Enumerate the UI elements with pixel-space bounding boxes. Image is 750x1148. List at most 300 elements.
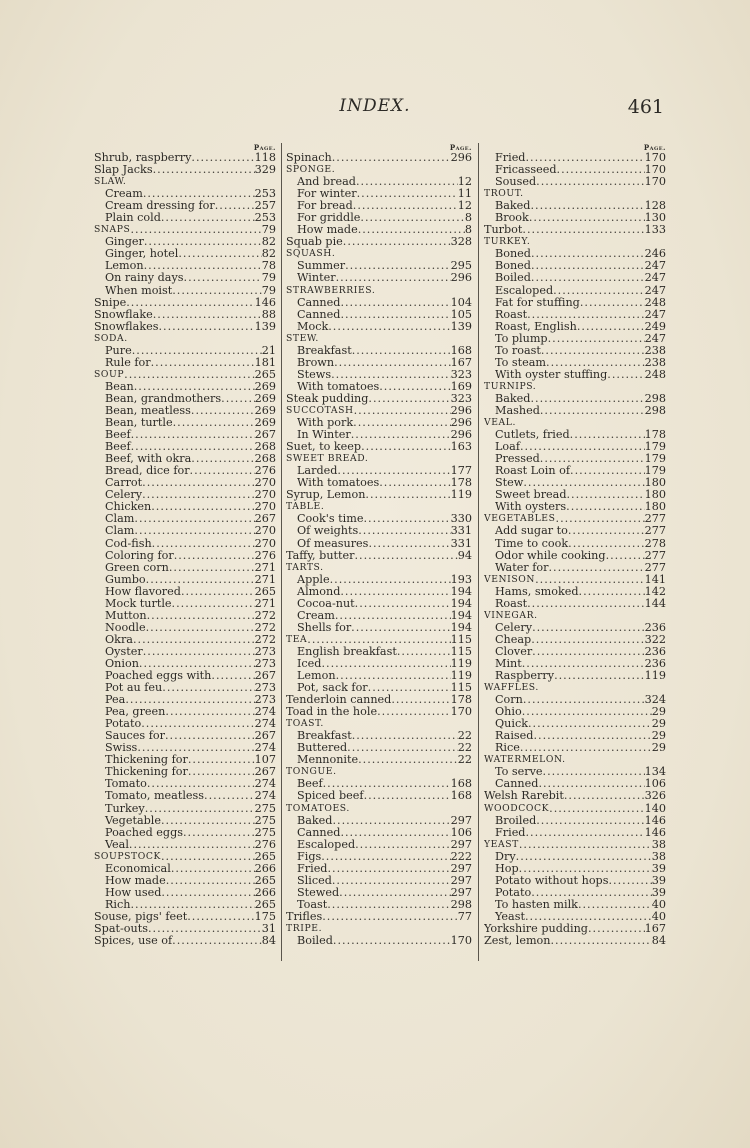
index-entry [94, 465, 276, 477]
dot-leader [355, 598, 451, 610]
dot-leader [519, 839, 652, 851]
dot-leader [529, 212, 645, 224]
dot-leader [158, 321, 254, 333]
index-entry [484, 887, 666, 899]
entry-term: Tomato [105, 778, 147, 791]
entry-term: Stews [297, 368, 332, 381]
dot-leader [142, 489, 255, 501]
index-entry [484, 562, 666, 574]
entry-term: Snipe [94, 296, 127, 309]
dot-leader [134, 513, 254, 525]
entry-page-number: 222 [450, 850, 472, 863]
entry-term: SPONGE. [286, 164, 336, 176]
entry-term: For winter [297, 188, 357, 201]
entry-page-number: 277 [644, 513, 666, 526]
dot-leader [340, 297, 450, 309]
index-entry [484, 345, 666, 357]
entry-page-number: 170 [450, 935, 472, 948]
index-entry [484, 164, 666, 176]
dot-leader [345, 260, 451, 272]
dot-leader [132, 345, 262, 357]
dot-leader [126, 176, 276, 188]
entry-term: Beef [105, 441, 131, 454]
entry-page-number: 265 [254, 850, 276, 863]
index-heading [484, 682, 666, 694]
dot-leader [525, 911, 652, 923]
index-entry [484, 321, 666, 333]
entry-page-number: 265 [254, 898, 276, 911]
index-entry [94, 875, 276, 887]
entry-term: To steam [495, 356, 547, 369]
entry-term: Mashed [495, 404, 540, 417]
index-entry [94, 682, 276, 694]
entry-page-number: 273 [254, 657, 276, 670]
index-heading [484, 417, 666, 429]
index-entry [286, 694, 472, 706]
index-heading [286, 405, 472, 417]
index-entry [94, 718, 276, 730]
dot-leader [540, 405, 645, 417]
entry-term: TEA [286, 633, 308, 645]
dot-leader [536, 815, 644, 827]
index-entry [94, 489, 276, 501]
dot-leader [350, 803, 472, 815]
entry-term: Boned [495, 248, 531, 261]
dot-leader [368, 453, 472, 465]
entry-term: Brown [297, 356, 335, 369]
entry-page-number: 119 [450, 657, 472, 670]
entry-page-number: 79 [261, 224, 276, 237]
dot-leader [129, 839, 255, 851]
entry-term: Syrup, Lemon [286, 489, 366, 502]
entry-page-number: 40 [651, 898, 666, 911]
page-column-label: Page. [643, 143, 666, 152]
entry-term: Yorkshire pudding [484, 923, 588, 935]
entry-page-number: 268 [254, 453, 276, 466]
entry-term: Pea, green [105, 706, 166, 719]
dot-leader [525, 152, 644, 164]
dot-leader [577, 321, 645, 333]
entry-term: Beef, with okra [105, 453, 192, 466]
entry-term: Fried [297, 862, 328, 875]
entry-term: Apple [297, 573, 330, 586]
dot-leader [352, 345, 451, 357]
index-heading [286, 333, 472, 345]
index-heading [286, 164, 472, 176]
entry-term: Rule for [105, 356, 151, 369]
entry-page-number: 257 [254, 200, 276, 213]
entry-term: To serve [495, 766, 543, 779]
entry-term: Snowflakes [94, 320, 159, 333]
index-entry [484, 598, 666, 610]
entry-page-number: 236 [644, 645, 666, 658]
page-number: 461 [627, 96, 664, 118]
dot-leader [321, 658, 450, 670]
index-heading [286, 718, 472, 730]
entry-page-number: 276 [254, 549, 276, 562]
dot-leader [335, 248, 472, 260]
dot-leader [531, 634, 644, 646]
index-heading [94, 851, 276, 863]
entry-page-number: 277 [644, 561, 666, 574]
entry-term: Add sugar to [495, 525, 568, 538]
dot-leader [358, 754, 458, 766]
dot-leader [171, 863, 255, 875]
index-entry [484, 260, 666, 272]
dot-leader [141, 718, 254, 730]
entry-term: TROUT. [484, 188, 524, 200]
entry-term: Potato without hops [495, 874, 609, 887]
entry-page-number: 297 [450, 838, 472, 851]
dot-leader [153, 309, 262, 321]
index-entry [94, 393, 276, 405]
index-heading [484, 188, 666, 200]
entry-page-number: 105 [450, 308, 472, 321]
index-entry [484, 658, 666, 670]
index-entry [94, 730, 276, 742]
entry-page-number: 167 [450, 356, 472, 369]
dot-leader [564, 790, 645, 802]
index-entry [484, 405, 666, 417]
index-entry [286, 586, 472, 598]
entry-page-number: 295 [450, 260, 472, 273]
index-entry [286, 309, 472, 321]
dot-leader [336, 670, 451, 682]
index-entry [484, 815, 666, 827]
dot-leader [335, 164, 472, 176]
index-entry [94, 622, 276, 634]
dot-leader [520, 742, 652, 754]
entry-page-number: 146 [644, 826, 666, 839]
entry-page-number: 267 [254, 730, 276, 743]
entry-page-number: 194 [450, 621, 472, 634]
entry-page-number: 236 [644, 621, 666, 634]
index-column-1 [94, 143, 276, 947]
dot-leader [337, 465, 450, 477]
dot-leader [340, 586, 450, 598]
index-entry [286, 525, 472, 537]
dot-leader [337, 766, 472, 778]
entry-term: Clam [105, 525, 135, 538]
dot-leader [332, 152, 451, 164]
entry-page-number: 274 [254, 742, 276, 755]
dot-leader [181, 586, 255, 598]
entry-term: YEAST [484, 838, 519, 850]
dot-leader [353, 417, 450, 429]
dot-leader [531, 260, 645, 272]
index-entry [484, 827, 666, 839]
index-entry [286, 429, 472, 441]
dot-leader [391, 694, 450, 706]
entry-term: Veal [105, 838, 129, 851]
dot-leader [339, 887, 451, 899]
index-entry [94, 513, 276, 525]
dot-leader [331, 369, 451, 381]
index-entry [286, 345, 472, 357]
index-entry [484, 212, 666, 224]
entry-page-number: 271 [254, 597, 276, 610]
dot-leader [377, 706, 451, 718]
index-entry [484, 453, 666, 465]
entry-term: Mennonite [297, 754, 359, 767]
entry-term: Mock turtle [105, 597, 172, 610]
entry-term: To hasten milk [495, 898, 578, 911]
index-entry [484, 935, 666, 947]
entry-term: SWEET BREAD. [286, 453, 369, 465]
dot-leader [347, 742, 458, 754]
index-entry [94, 899, 276, 911]
entry-term: On rainy days [105, 272, 184, 285]
index-entry [484, 152, 666, 164]
dot-leader [351, 429, 451, 441]
entry-term: Shrub, raspberry [94, 152, 192, 164]
entry-term: Swiss [105, 742, 138, 755]
entry-term: Brook [495, 212, 529, 225]
dot-leader [146, 622, 255, 634]
entry-term: SLAW. [94, 176, 127, 188]
dot-leader [324, 562, 472, 574]
index-heading [286, 453, 472, 465]
index-entry [94, 405, 276, 417]
entry-term: Canned [297, 826, 341, 839]
dot-leader [332, 875, 451, 887]
dot-leader [531, 272, 645, 284]
entry-term: Fried [495, 826, 526, 839]
index-entry [94, 694, 276, 706]
dot-leader [125, 694, 254, 706]
index-entry [286, 911, 472, 923]
dot-leader [530, 236, 666, 248]
entry-term: Cheap [495, 633, 532, 646]
index-heading [94, 224, 276, 236]
index-entry [94, 658, 276, 670]
index-entry [286, 188, 472, 200]
entry-term: Broiled [495, 814, 537, 827]
entry-page-number: 266 [254, 886, 276, 899]
index-heading [484, 610, 666, 622]
index-entry [94, 935, 276, 947]
entry-term: WAFFLES. [484, 682, 539, 694]
entry-term: Of weights [297, 525, 359, 538]
entry-page-number: 274 [254, 778, 276, 791]
entry-page-number: 115 [450, 633, 472, 646]
entry-term: Sauces for [105, 730, 165, 743]
dot-leader [333, 935, 451, 947]
index-entry [94, 586, 276, 598]
entry-term: Thickening for [105, 766, 188, 779]
entry-term: Chicken [105, 501, 152, 514]
entry-page-number: 269 [254, 380, 276, 393]
entry-term: Roast Loin of [495, 465, 571, 478]
index-entry [286, 212, 472, 224]
dot-leader [531, 248, 645, 260]
entry-term: Cutlets, fried [495, 429, 570, 442]
entry-term: SQUASH. [286, 248, 336, 260]
index-entry [94, 441, 276, 453]
index-entry [484, 778, 666, 790]
dot-leader [183, 827, 255, 839]
index-entry [484, 333, 666, 345]
dot-leader [522, 706, 652, 718]
dot-leader [379, 477, 450, 489]
entry-page-number: 194 [450, 597, 472, 610]
dot-leader [553, 285, 645, 297]
entry-term: Hop [495, 862, 519, 875]
dot-leader [324, 718, 472, 730]
entry-page-number: 82 [261, 248, 276, 261]
entry-page-number: 8 [464, 224, 472, 237]
entry-page-number: 29 [651, 718, 666, 731]
entry-term: Tenderloin canned [286, 694, 392, 707]
dot-leader [539, 682, 666, 694]
entry-term: In Winter [297, 429, 351, 442]
dot-leader [607, 369, 644, 381]
entry-term: Roast, English [495, 320, 577, 333]
index-entry [94, 429, 276, 441]
entry-term: Almond [297, 585, 341, 598]
entry-term: Fricasseed [495, 164, 557, 177]
dot-leader [533, 730, 651, 742]
index-entry [484, 369, 666, 381]
entry-term: Spices, use of [94, 935, 173, 948]
index-entry [94, 634, 276, 646]
entry-page-number: 297 [450, 862, 472, 875]
entry-page-number: 119 [644, 670, 666, 683]
dot-leader [546, 357, 645, 369]
dot-leader [327, 863, 450, 875]
entry-page-number: 84 [261, 935, 276, 948]
entry-term: Stewed [297, 886, 340, 899]
index-column-2 [286, 143, 472, 947]
dot-leader [566, 754, 666, 766]
dot-leader [319, 333, 472, 345]
index-entry [484, 525, 666, 537]
index-entry [94, 309, 276, 321]
entry-term: With oyster stuffing [495, 368, 608, 381]
entry-page-number: 297 [450, 874, 472, 887]
entry-page-number: 168 [450, 790, 472, 803]
entry-page-number: 118 [254, 152, 276, 164]
dot-leader [147, 610, 255, 622]
entry-term: Lemon [297, 670, 336, 683]
dot-leader [173, 417, 255, 429]
entry-page-number: 247 [644, 272, 666, 285]
index-heading [94, 369, 276, 381]
index-entry [94, 381, 276, 393]
dot-leader [540, 453, 645, 465]
dot-leader [356, 176, 458, 188]
dot-leader [538, 778, 644, 790]
index-entry [286, 477, 472, 489]
entry-term: Beef [297, 778, 323, 791]
dot-leader [535, 574, 645, 586]
entry-page-number: 130 [644, 212, 666, 225]
dot-leader [566, 501, 645, 513]
dot-leader [330, 574, 451, 586]
dot-leader [322, 911, 458, 923]
index-entry [94, 706, 276, 718]
dot-leader [151, 357, 255, 369]
entry-page-number: 193 [450, 573, 472, 586]
dot-leader [368, 682, 451, 694]
entry-page-number: 39 [651, 886, 666, 899]
entry-term: How made [297, 224, 358, 237]
dot-leader [524, 188, 666, 200]
entry-term: Summer [297, 260, 346, 273]
entry-term: Raspberry [495, 670, 555, 683]
entry-term: With tomatoes [297, 477, 380, 490]
entry-term: Baked [495, 392, 531, 405]
entry-page-number: 296 [450, 404, 472, 417]
dot-leader [379, 381, 450, 393]
entry-term: Roast [495, 597, 528, 610]
dot-leader [161, 212, 255, 224]
dot-leader [144, 260, 262, 272]
entry-term: Fat for stuffing [495, 296, 580, 309]
index-entry [484, 501, 666, 513]
entry-page-number: 270 [254, 501, 276, 514]
entry-page-number: 248 [644, 296, 666, 309]
dot-leader [161, 851, 255, 863]
index-entry [94, 152, 276, 164]
dot-leader [191, 405, 255, 417]
entry-page-number: 269 [254, 417, 276, 430]
index-entry [94, 574, 276, 586]
entry-term: Larded [297, 465, 338, 478]
index-entry [286, 152, 472, 164]
index-entry [94, 200, 276, 212]
index-entry [286, 610, 472, 622]
entry-term: SUCCOTASH [286, 404, 354, 416]
dot-leader [531, 887, 652, 899]
dot-leader [530, 200, 644, 212]
dot-leader [139, 658, 255, 670]
dot-leader [162, 682, 254, 694]
dot-leader [184, 272, 262, 284]
entry-term: Clover [495, 645, 533, 658]
entry-term: Fried [495, 152, 526, 164]
entry-page-number: 106 [644, 778, 666, 791]
entry-page-number: 12 [457, 176, 472, 189]
dot-leader [532, 646, 644, 658]
dot-leader [556, 513, 645, 525]
entry-page-number: 177 [450, 465, 472, 478]
entry-term: Cod-fish [105, 537, 152, 550]
dot-leader [336, 272, 451, 284]
entry-page-number: 139 [450, 320, 472, 333]
index-entry [94, 357, 276, 369]
entry-page-number: 8 [464, 212, 472, 225]
index-entry [286, 682, 472, 694]
dot-leader [354, 550, 457, 562]
entry-page-number: 298 [644, 392, 666, 405]
dot-leader [324, 501, 472, 513]
entry-page-number: 249 [644, 320, 666, 333]
entry-page-number: 273 [254, 645, 276, 658]
dot-leader [334, 357, 451, 369]
dot-leader [215, 200, 255, 212]
dot-leader [548, 333, 645, 345]
index-entry [286, 598, 472, 610]
entry-term: With tomatoes [297, 380, 380, 393]
index-entry [484, 923, 666, 935]
dot-leader [354, 405, 451, 417]
entry-page-number: 194 [450, 585, 472, 598]
dot-leader [523, 694, 645, 706]
index-entry [94, 248, 276, 260]
entry-page-number: 267 [254, 670, 276, 683]
index-entry [94, 297, 276, 309]
